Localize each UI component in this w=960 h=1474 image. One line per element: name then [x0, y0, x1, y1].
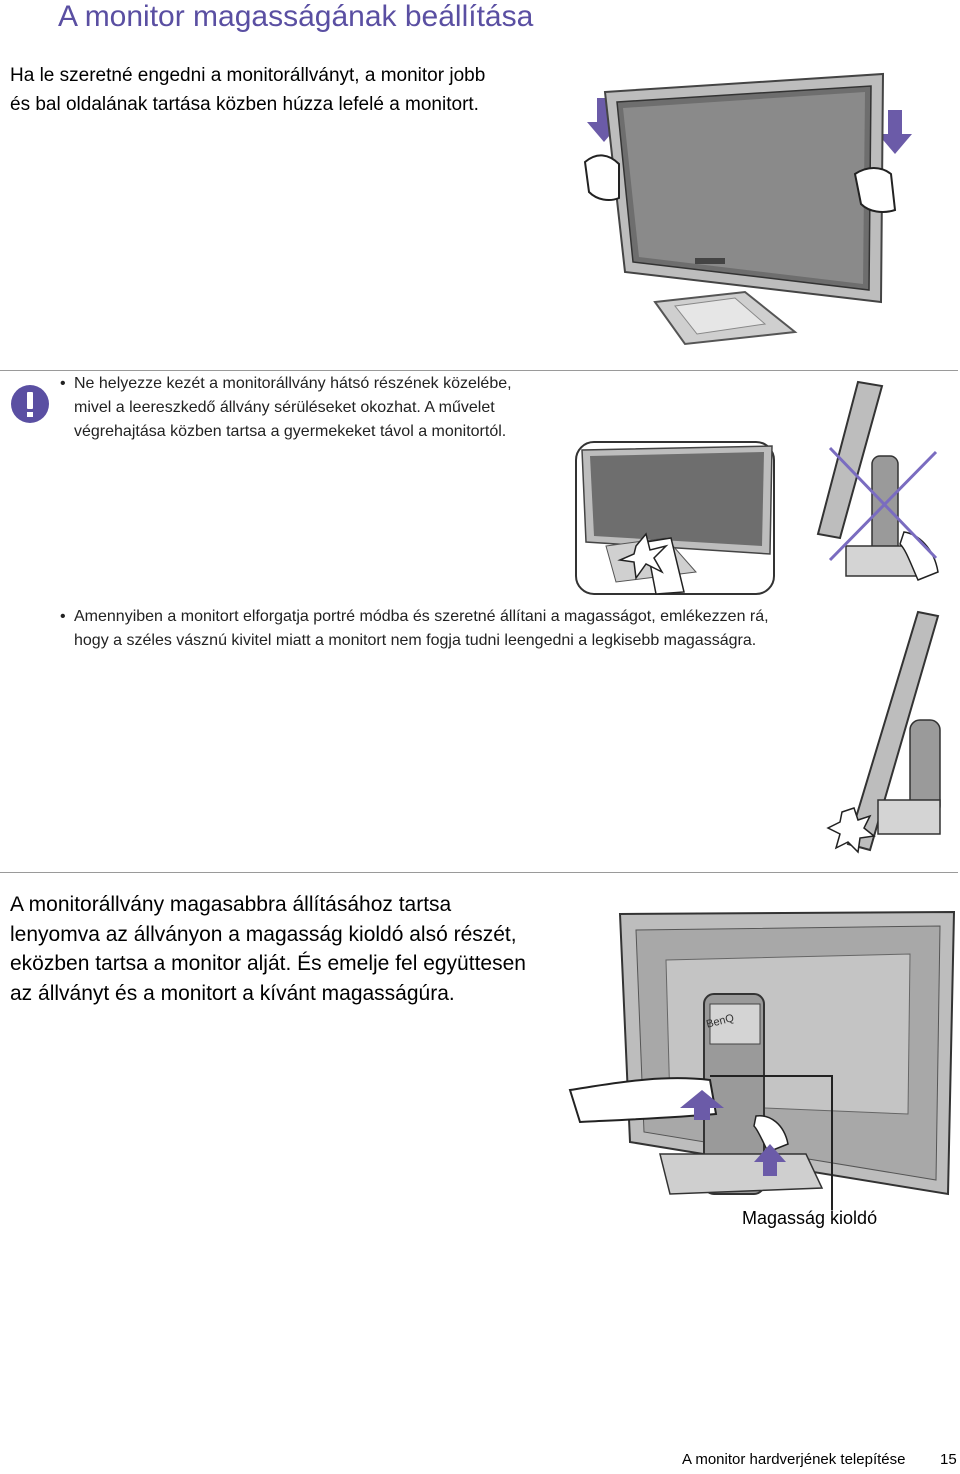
warning-bullet: • Ne helyezze kezét a monitorállvány hátsó részének közelébe, mivel a leereszkedő állvány sérüléseket okozhat. A művelet végrehajtása közben tartsa a gyermekeket távol a monitortól.	[60, 375, 512, 440]
raise-instruction: A monitorállvány magasabbra állításához tartsa lenyomva az állványon a magasság kioldó alsó részét, eközben tartsa a monitor alját. És emelje fel együttesen az állványt és a monitort a kívánt magasságúra.	[10, 893, 526, 1005]
brand-logo: BenQ	[705, 1012, 736, 1031]
intro-paragraph: Ha le szeretné engedni a monitorállványt, a monitor jobb és bal oldalának tartása közben húzza lefelé a monitort.	[10, 65, 486, 115]
warning-icon	[10, 384, 50, 424]
illustration-lower-monitor	[585, 62, 925, 352]
section-divider	[0, 872, 958, 873]
illustration-hand-under-monitor	[576, 442, 776, 597]
page-number: 15	[940, 1451, 957, 1468]
section-divider	[0, 370, 958, 371]
illustration-no-hand-behind	[818, 382, 960, 592]
warning-bullet: • Amennyiben a monitort elforgatja portré módba és szeretné állítani a magasságot, emlékezzen rá, hogy a széles vásznú kivitel miatt a monitort nem fogja tudni leengedni a legkisebb magasságra.	[60, 608, 769, 649]
footer-section-title: A monitor hardverjének telepítése	[682, 1451, 906, 1468]
illustration-height-release	[570, 904, 960, 1204]
page-title: A monitor magasságának beállítása	[58, 0, 534, 33]
height-release-label: Magasság kioldó	[742, 1208, 878, 1228]
illustration-portrait-mode	[828, 612, 958, 862]
